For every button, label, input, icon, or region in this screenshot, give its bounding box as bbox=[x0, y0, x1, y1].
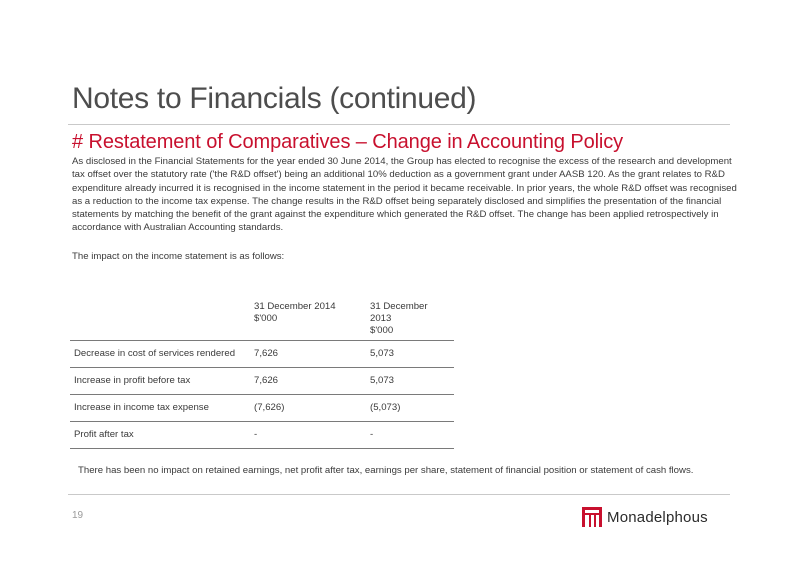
table-row bbox=[70, 422, 454, 449]
row-label: Increase in income tax expense bbox=[70, 395, 250, 422]
row-value-2013: 5,073 bbox=[366, 368, 454, 395]
row-value-2014: - bbox=[250, 422, 366, 449]
impact-statement: The impact on the income statement is as follows: bbox=[72, 251, 285, 262]
row-value-2014: 7,626 bbox=[250, 368, 366, 395]
header-2014-date: 31 December 2014 bbox=[254, 301, 336, 312]
row-label: Increase in profit before tax bbox=[70, 368, 250, 395]
brand-logo bbox=[582, 507, 708, 527]
row-label: Decrease in cost of services rendered bbox=[70, 341, 250, 368]
intro-paragraph: As disclosed in the Financial Statements for the year ended 30 June 2014, the Group has elected to recognise the excess of the research and development tax offset over the statutory rate ('the R&D offset') being an additional 10% deduction as a government grant under AASB 120. As the grant relates to R&D expenditure already incurred it is recognised in the income statement in the period it became receivable. In prior years, the whole R&D offset was recognised as a reduction to the income tax expense. The change results in the R&D offset being separately disclosed and simplifies the presentation of the financial statements by matching the benefit of the grant against the expenditure which generated the R&D offset. The change has been applied retrospectively in accordance with Australian Accounting standards. bbox=[72, 156, 737, 234]
header-2013-unit: $'000 bbox=[370, 325, 394, 336]
brand-name: Monadelphous bbox=[607, 508, 708, 526]
table-row bbox=[70, 395, 454, 422]
footer-divider bbox=[68, 494, 730, 495]
table-header-label bbox=[70, 298, 250, 341]
row-value-2013: (5,073) bbox=[366, 395, 454, 422]
header-2013-date: 31 December 2013 bbox=[370, 301, 428, 324]
page-number: 19 bbox=[72, 510, 84, 521]
table-row bbox=[70, 368, 454, 395]
table-header-2013 bbox=[366, 298, 454, 341]
page-title: Notes to Financials (continued) bbox=[72, 82, 477, 115]
table-header-row bbox=[70, 298, 454, 341]
section-heading: # Restatement of Comparatives – Change in Accounting Policy bbox=[72, 131, 624, 153]
monadelphous-logo-icon bbox=[582, 507, 602, 527]
row-value-2013: 5,073 bbox=[366, 341, 454, 368]
restatement-table bbox=[70, 298, 454, 449]
table-header-2014 bbox=[250, 298, 366, 341]
table-row bbox=[70, 341, 454, 368]
row-value-2014: (7,626) bbox=[250, 395, 366, 422]
row-label: Profit after tax bbox=[70, 422, 250, 449]
title-divider bbox=[68, 124, 730, 125]
row-value-2014: 7,626 bbox=[250, 341, 366, 368]
footnote: There has been no impact on retained earnings, net profit after tax, earnings per share, statement of financial position or statement of cash flows. bbox=[78, 465, 694, 476]
row-value-2013: - bbox=[366, 422, 454, 449]
header-2014-unit: $'000 bbox=[254, 313, 278, 324]
